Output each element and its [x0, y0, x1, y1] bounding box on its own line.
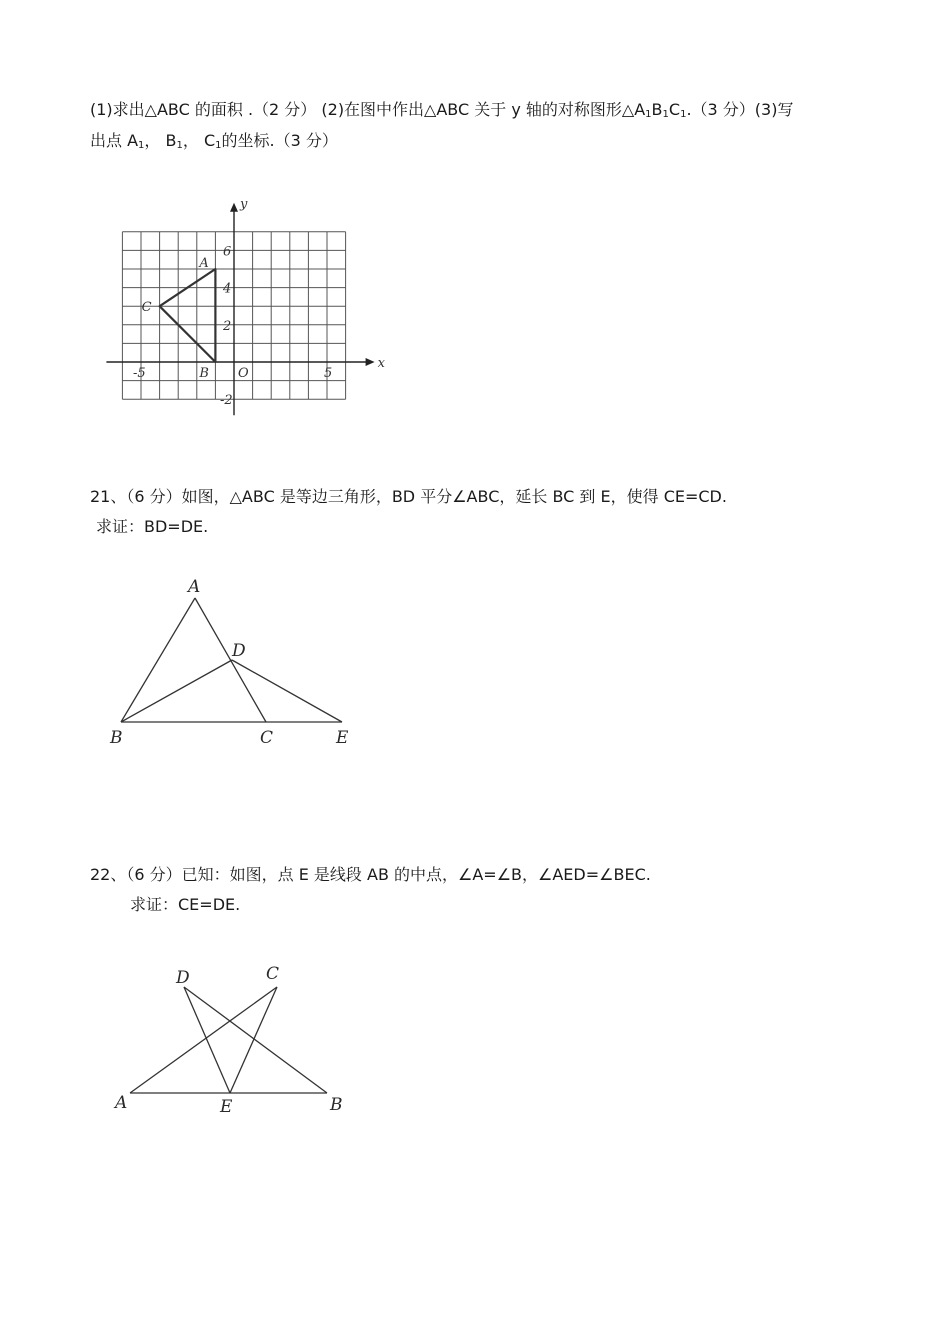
label-d: D: [232, 641, 246, 661]
y-tick-label: -2: [220, 393, 233, 409]
segment-ce: [230, 987, 277, 1093]
x-axis-label: x: [377, 356, 385, 371]
q21-line-1: 21、（6 分）如图，△ABC 是等边三角形，BD 平分∠ABC，延长 BC 到 E，使得 CE=CD.: [90, 487, 727, 506]
x-tick-label: 5: [324, 366, 333, 381]
label-c: C: [260, 728, 274, 748]
x-tick-label: -5: [133, 366, 146, 381]
origin-label: O: [238, 366, 249, 381]
q21-line-2: 求证：BD=DE.: [96, 517, 209, 536]
label-b: B: [110, 728, 123, 748]
vertex-label-c: C: [141, 300, 152, 316]
q20-line-2: 出点 $A_1$， $B_1$， $C_1$的坐标.（3 分）: [90, 131, 338, 151]
q22-line-2: 求证：CE=DE.: [130, 895, 241, 914]
label-a: A: [115, 1093, 128, 1113]
vertex-label-a: A: [199, 256, 209, 271]
q22-line-1: 22、（6 分）已知：如图，点 E 是线段 AB 的中点，∠A=∠B，∠AED=∠BEC.: [90, 865, 651, 884]
y-tick-label: 2: [223, 318, 232, 334]
segment-de: [184, 987, 230, 1093]
label-e: E: [336, 728, 349, 748]
y-tick-label: 6: [223, 244, 232, 260]
label-a: A: [188, 577, 201, 597]
q20-line-1: (1)求出△ABC 的面积 .（2 分） (2)在图中作出△ABC 关于 y 轴的对称图形$\triangle A_1B_1C_1.(3$ 分）(3)写: [90, 100, 794, 120]
y-axis-label: y: [240, 196, 248, 212]
label-d: D: [176, 968, 190, 988]
vertex-label-b: B: [199, 366, 209, 381]
y-tick-label: 4: [223, 281, 232, 297]
label-b: B: [330, 1095, 343, 1115]
label-c: C: [266, 964, 280, 984]
label-e: E: [220, 1097, 233, 1117]
